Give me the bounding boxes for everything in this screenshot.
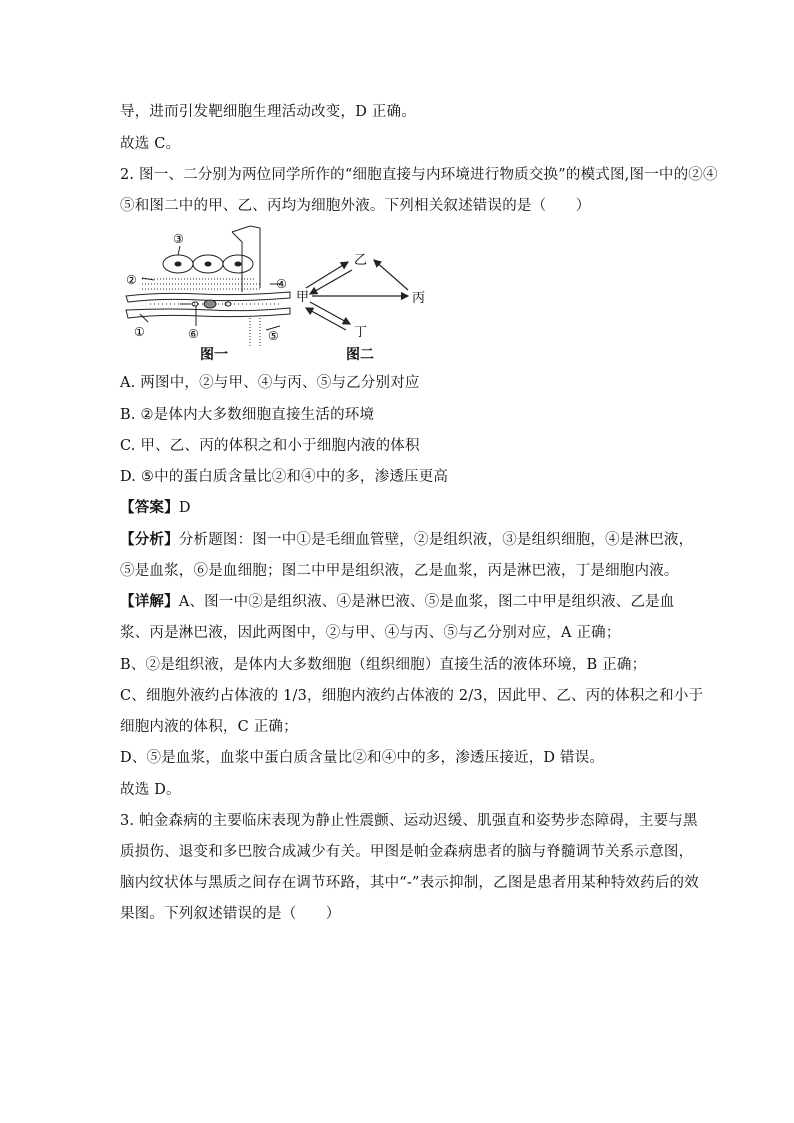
- fig1-label: ④: [276, 277, 287, 291]
- detail-text: D、⑤是血浆，血浆中蛋白质含量比②和④中的多，渗透压接近，D 错误。: [120, 750, 605, 766]
- answer-line: [120, 498, 191, 518]
- detail-label: 【详解】: [120, 593, 179, 610]
- figure-2: [306, 260, 408, 330]
- analysis-text: ⑤是血浆，⑥是血细胞；图二中甲是组织液，乙是血浆，丙是淋巴液，丁是细胞内液。: [120, 563, 679, 579]
- fig1-label: ⑤: [268, 329, 279, 343]
- option-a: A. 两图中，②与甲、④与丙、⑤与乙分别对应: [120, 375, 420, 391]
- fig2-node-jia: 甲: [296, 290, 310, 305]
- figure-2-caption: 图二: [346, 347, 374, 363]
- question-3-stem: 脑内纹状体与黑质之间存在调节环路，其中“-”表示抑制，乙图是患者用某种特效药后的效: [120, 875, 699, 891]
- analysis-line: [120, 530, 693, 550]
- text-line: 导，进而引发靶细胞生理活动改变，D 正确。: [120, 104, 416, 120]
- detail-text: A、图一中②是组织液、④是淋巴液、⑤是血浆，图二中甲是组织液、乙是血: [178, 594, 675, 610]
- figure-1-caption: 图一: [200, 347, 228, 363]
- question-2-stem: 2. 图一、二分别为两位同学所作的“细胞直接与内环境进行物质交换”的模式图,图一中的②④: [120, 167, 718, 183]
- answer-label: 【答案】: [120, 499, 179, 516]
- answer-value: D: [178, 500, 191, 516]
- fig2-node-ding: 丁: [354, 325, 368, 340]
- option-b: B. ②是体内大多数细胞直接生活的环境: [120, 407, 375, 423]
- text-line: 故选 C。: [120, 136, 181, 152]
- detail-text: 细胞内液的体积，C 正确；: [120, 719, 298, 735]
- figure-1-2-diagram: [120, 222, 440, 362]
- question-3-stem: 质损伤、退变和多巴胺合成减少有关。甲图是帕金森病患者的脑与脊髓调节关系示意图，: [120, 844, 694, 860]
- figure-1: [126, 226, 290, 347]
- fig1-label: ⑥: [188, 327, 199, 341]
- detail-text: C、细胞外液约占体液的 1/3，细胞内液约占体液的 2/3，因此甲、乙、丙的体积之和小于: [120, 688, 704, 704]
- question-2-stem: ⑤和图二中的甲、乙、丙均为细胞外液。下列相关叙述错误的是（ ）: [120, 198, 591, 214]
- fig2-node-bing: 丙: [412, 291, 426, 306]
- detail-text: 故选 D。: [120, 782, 181, 798]
- detail-line: [120, 592, 675, 612]
- figures-area: [120, 222, 440, 362]
- analysis-text: 分析题图：图一中①是毛细血管壁，②是组织液，③是组织细胞，④是淋巴液，: [178, 532, 694, 548]
- fig1-label: ③: [173, 232, 184, 246]
- question-3-stem: 3. 帕金森病的主要临床表现为静止性震颤、运动迟缓、肌强直和姿势步态障碍，主要与黑: [120, 813, 698, 829]
- analysis-label: 【分析】: [120, 531, 179, 548]
- fig1-label: ②: [126, 273, 137, 287]
- option-d: D. ⑤中的蛋白质含量比②和④中的多，渗透压更高: [120, 469, 449, 485]
- question-3-stem: 果图。下列叙述错误的是（ ）: [120, 906, 341, 922]
- arrow-bing-to-yi: [374, 260, 408, 290]
- fig1-label: ①: [134, 325, 145, 339]
- option-c: C. 甲、乙、丙的体积之和小于细胞内液的体积: [120, 438, 420, 454]
- detail-text: B、②是组织液，是体内大多数细胞（组织细胞）直接生活的液体环境，B 正确；: [120, 657, 647, 673]
- detail-text: 浆、丙是淋巴液，因此两图中，②与甲、④与丙、⑤与乙分别对应，A 正确；: [120, 625, 621, 641]
- fig2-node-yi: 乙: [354, 253, 368, 268]
